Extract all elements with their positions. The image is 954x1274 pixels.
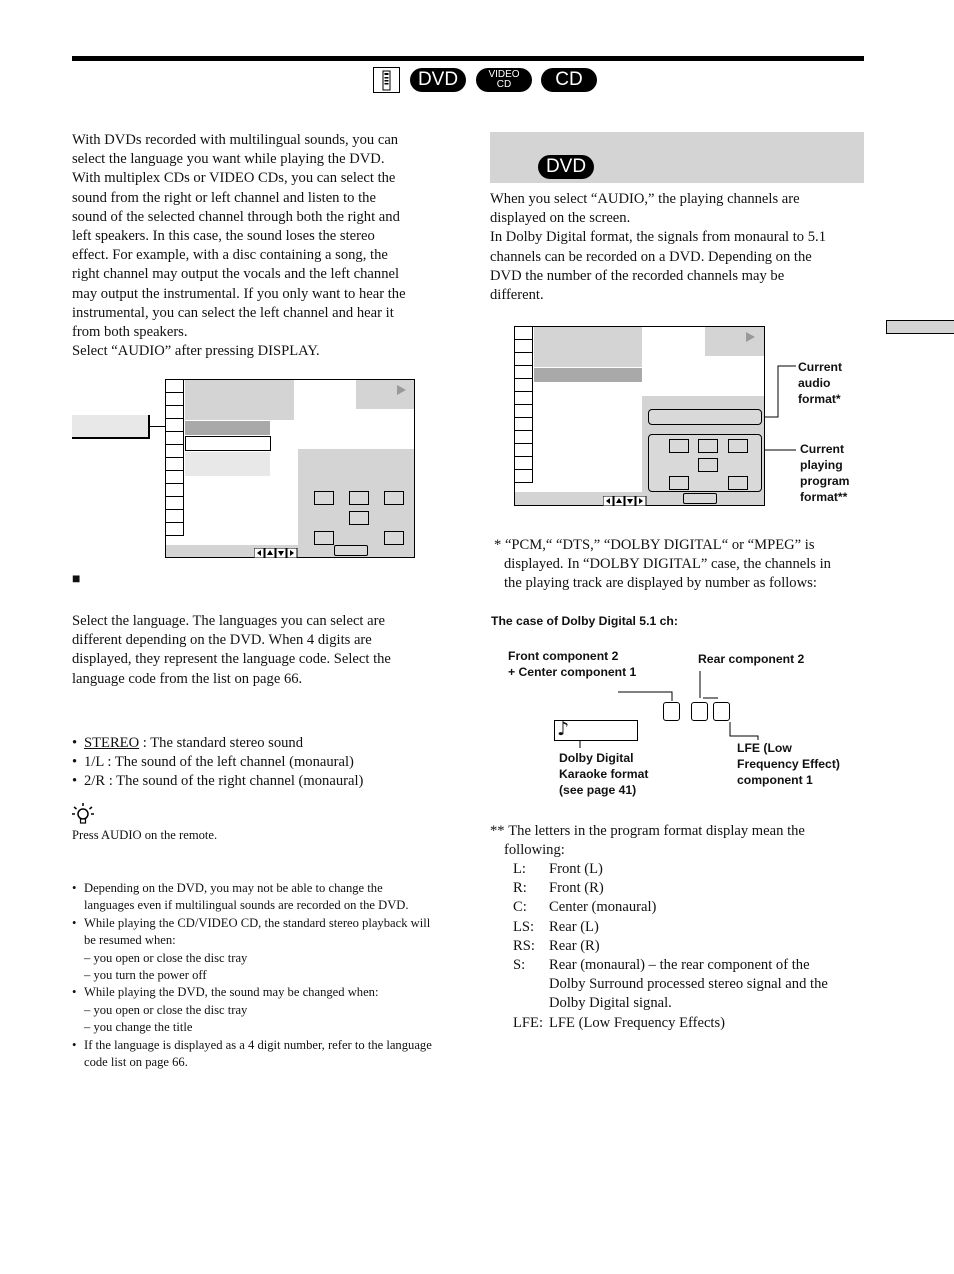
text-line: left speakers. In this case, the sound loses the stereo <box>72 228 375 245</box>
option-text: : The standard stereo sound <box>139 735 304 751</box>
note-sub: – you change the title <box>84 1020 193 1035</box>
callout-program-format <box>800 441 849 505</box>
text-line: The letters in the program format display mean the <box>508 823 805 839</box>
dvd-badge: DVD <box>410 68 466 92</box>
diag-line: Front component 2 <box>508 649 619 663</box>
legend-value-line: Rear (monaural) – the rear component of the <box>549 957 810 974</box>
callout-line: Current <box>800 442 845 456</box>
osd-cell <box>515 431 533 444</box>
channel-box <box>698 458 718 472</box>
osd-cell <box>515 444 533 457</box>
footnote2-marker: ** <box>490 823 505 839</box>
text-line: select the language you want while playing the DVD. <box>72 151 385 168</box>
osd-menu-top <box>534 327 642 367</box>
diag-karaoke-label <box>559 750 648 798</box>
letter-legend <box>513 860 865 1033</box>
osd-enter-button <box>683 493 717 504</box>
notes <box>72 880 432 1071</box>
option-key: 2/R <box>84 773 106 790</box>
karaoke-box <box>554 720 638 741</box>
legend-value: Rear (L) <box>549 918 599 935</box>
digit-box-front <box>663 702 680 721</box>
channel-box <box>669 476 689 490</box>
option-text: : The sound of the left channel (monaural) <box>103 754 354 771</box>
digit-box-rear <box>691 702 708 721</box>
osd-cell <box>515 418 533 431</box>
text-line: displayed on the screen. <box>490 210 631 227</box>
text-line: When you select “AUDIO,” the playing channels are <box>490 191 800 207</box>
left-intro <box>72 131 452 361</box>
step-square: ■ <box>72 572 81 587</box>
note-text: While playing the DVD, the sound may be changed when: <box>84 985 379 1000</box>
text-line: displayed, they represent the language code. Select the <box>72 651 391 668</box>
legend-value: LFE (Low Frequency Effects) <box>549 1014 726 1031</box>
legend-key: RS: <box>513 937 535 954</box>
osd-cell <box>166 393 184 406</box>
legend-key: LFE: <box>513 1014 543 1031</box>
audio-options <box>72 734 452 792</box>
text-line: following: <box>504 842 565 859</box>
note-text: While playing the CD/VIDEO CD, the standard stereo playback will be resumed when: <box>84 915 431 948</box>
legend-row <box>513 879 865 898</box>
osd-cell <box>166 458 184 471</box>
text-line: With DVDs recorded with multilingual sounds, you can <box>72 132 399 148</box>
diag-line: Frequency Effect) <box>737 757 840 771</box>
text-line: With multiplex CDs or VIDEO CDs, you can select the <box>72 170 396 187</box>
note-sub: – you turn the power off <box>84 968 207 983</box>
text-line: In Dolby Digital format, the signals from monaural to 5.1 <box>490 229 826 246</box>
option-right <box>72 772 452 791</box>
osd-cell <box>166 406 184 419</box>
text-line: may output the instrumental. If you only want to hear the <box>72 285 406 302</box>
osd-cell <box>515 379 533 392</box>
top-rule <box>72 56 864 61</box>
osd-cell <box>166 523 184 536</box>
legend-value-line: Dolby Surround processed stereo signal and the <box>549 976 828 993</box>
osd-cell <box>515 457 533 470</box>
osd-cell <box>166 497 184 510</box>
osd-enter-button <box>334 545 368 556</box>
channel-box <box>384 531 404 545</box>
callout-line: format** <box>800 490 848 504</box>
diag-line: Dolby Digital <box>559 751 634 765</box>
channel-box <box>314 491 334 505</box>
osd-play-area <box>356 380 414 409</box>
diag-rear-label: Rear component 2 <box>698 652 805 666</box>
osd-menu-top <box>185 380 294 420</box>
callout-line: format* <box>798 392 841 406</box>
text-line: sound of the selected channel through both the right and <box>72 208 400 225</box>
legend-value: Rear (R) <box>549 937 600 954</box>
legend-value <box>549 956 828 1014</box>
lightbulb-icon <box>72 803 94 825</box>
text-line: channels can be recorded on a DVD. Depending on the <box>490 248 812 265</box>
text-line: sound from the right or left channel and listen to the <box>72 189 376 206</box>
text-line: DVD the number of the recorded channels may be <box>490 267 785 284</box>
legend-row <box>513 1014 865 1033</box>
callout-line: playing <box>800 458 843 472</box>
digit-box-lfe <box>713 702 730 721</box>
legend-row <box>513 937 865 956</box>
text-line: the playing track are displayed by number as follows: <box>504 575 817 592</box>
osd-cell <box>166 445 184 458</box>
play-icon <box>356 380 414 409</box>
text-line: different depending on the DVD. When 4 digits are <box>72 632 372 649</box>
text-line: * “PCM,“ “DTS,” “DOLBY DIGITAL“ or “MPEG” is <box>494 537 815 553</box>
osd-nav-arrows <box>254 545 300 555</box>
legend-row <box>513 918 865 937</box>
footnote-2 <box>490 822 864 860</box>
osd-cell <box>515 405 533 418</box>
left-osd-screen <box>165 379 415 558</box>
osd-cell <box>166 471 184 484</box>
legend-row <box>513 898 865 917</box>
legend-row <box>513 956 865 1014</box>
text-line: effect. For example, with a disc containing a song, the <box>72 247 388 264</box>
option-key: STEREO <box>84 735 140 751</box>
callout-line: audio <box>798 376 831 390</box>
text-line: Select “AUDIO” after pressing DISPLAY. <box>72 343 320 360</box>
legend-key: S: <box>513 957 526 974</box>
channel-box <box>698 439 718 453</box>
play-icon <box>705 327 764 356</box>
channel-box <box>728 439 748 453</box>
legend-value: Center (monaural) <box>549 899 657 916</box>
callout-lines <box>760 360 800 470</box>
osd-cell <box>515 366 533 379</box>
callout-line: Current <box>798 360 843 374</box>
callout-audio-format <box>798 359 842 407</box>
option-left <box>72 753 452 772</box>
remote-icon <box>373 67 400 93</box>
legend-key: L: <box>513 861 526 877</box>
option-stereo <box>72 734 452 753</box>
audio-format-field <box>648 409 762 425</box>
video-cd-badge-top: VIDEO <box>488 69 520 80</box>
channel-box <box>384 491 404 505</box>
text-line: displayed. In “DOLBY DIGITAL” case, the channels in <box>504 556 831 573</box>
footnote-1 <box>494 536 864 594</box>
legend-key: C: <box>513 899 527 916</box>
osd-cell <box>515 392 533 405</box>
note-item <box>72 984 432 1036</box>
diag-line: LFE (Low <box>737 741 792 755</box>
section-dvd-badge: DVD <box>538 155 594 179</box>
osd-cell <box>515 340 533 353</box>
case-heading: The case of Dolby Digital 5.1 ch: <box>491 614 678 628</box>
option-key: 1/L <box>84 754 104 771</box>
note-sub: – you open or close the disc tray <box>84 1002 248 1017</box>
osd-cell <box>515 470 533 483</box>
music-note-icon: ♪ <box>557 718 570 740</box>
text-line: instrumental, you can select the left channel and hear it <box>72 304 394 321</box>
osd-cell <box>166 484 184 497</box>
left-pointer-box <box>72 415 150 439</box>
note-sub: – you open or close the disc tray <box>84 950 248 965</box>
osd-cell <box>166 510 184 523</box>
video-cd-badge <box>476 68 532 92</box>
text-line: from both speakers. <box>72 324 188 341</box>
legend-value-line: Dolby Digital signal. <box>549 995 672 1012</box>
diag-line: (see page 41) <box>559 783 637 797</box>
channel-box <box>314 531 334 545</box>
channel-box <box>669 439 689 453</box>
osd-cell <box>515 327 533 340</box>
channel-box <box>349 491 369 505</box>
text-line: different. <box>490 287 544 304</box>
text-line: language code from the list on page 66. <box>72 670 303 687</box>
osd-cell <box>166 419 184 432</box>
left-select-text <box>72 612 452 689</box>
diag-line: + Center component 1 <box>508 665 637 679</box>
text-line: right channel may output the vocals and the left channel <box>72 266 400 283</box>
legend-value: Front (L) <box>549 861 603 877</box>
diag-line: component 1 <box>737 773 813 787</box>
channel-box <box>349 511 369 525</box>
legend-key: LS: <box>513 918 535 935</box>
note-item <box>72 915 432 985</box>
right-intro <box>490 190 870 305</box>
channel-box <box>728 476 748 490</box>
osd-menu-selected <box>534 368 642 382</box>
osd-nav-arrows <box>603 493 649 503</box>
legend-key: R: <box>513 880 527 897</box>
legend-row <box>513 860 865 879</box>
osd-play-area <box>705 327 764 356</box>
side-tab <box>886 320 954 334</box>
osd-cell <box>166 380 184 393</box>
tip-text: Press AUDIO on the remote. <box>72 828 218 842</box>
cd-badge: CD <box>541 68 597 92</box>
callout-line: program <box>800 474 850 488</box>
footnote2-lead-line <box>490 822 864 841</box>
option-text: : The sound of the right channel (monaural) <box>105 773 364 790</box>
diag-lfe-label <box>737 740 840 788</box>
legend-value: Front (R) <box>549 880 604 897</box>
video-cd-badge-bottom: CD <box>496 79 512 90</box>
osd-cell <box>515 353 533 366</box>
note-item: • Depending on the DVD, you may not be able to change the languages even if multilingual sounds are recorded on the DVD. <box>72 880 432 915</box>
osd-menu-option <box>185 436 271 451</box>
osd-menu-lower <box>185 452 270 476</box>
diag-line: Karaoke format <box>559 767 649 781</box>
osd-menu-selected <box>185 421 270 435</box>
text-line: Select the language. The languages you can select are <box>72 613 385 629</box>
note-item: • If the language is displayed as a 4 digit number, refer to the language code list on page 66. <box>72 1037 432 1072</box>
right-osd-screen <box>514 326 765 506</box>
osd-cell <box>166 432 184 445</box>
